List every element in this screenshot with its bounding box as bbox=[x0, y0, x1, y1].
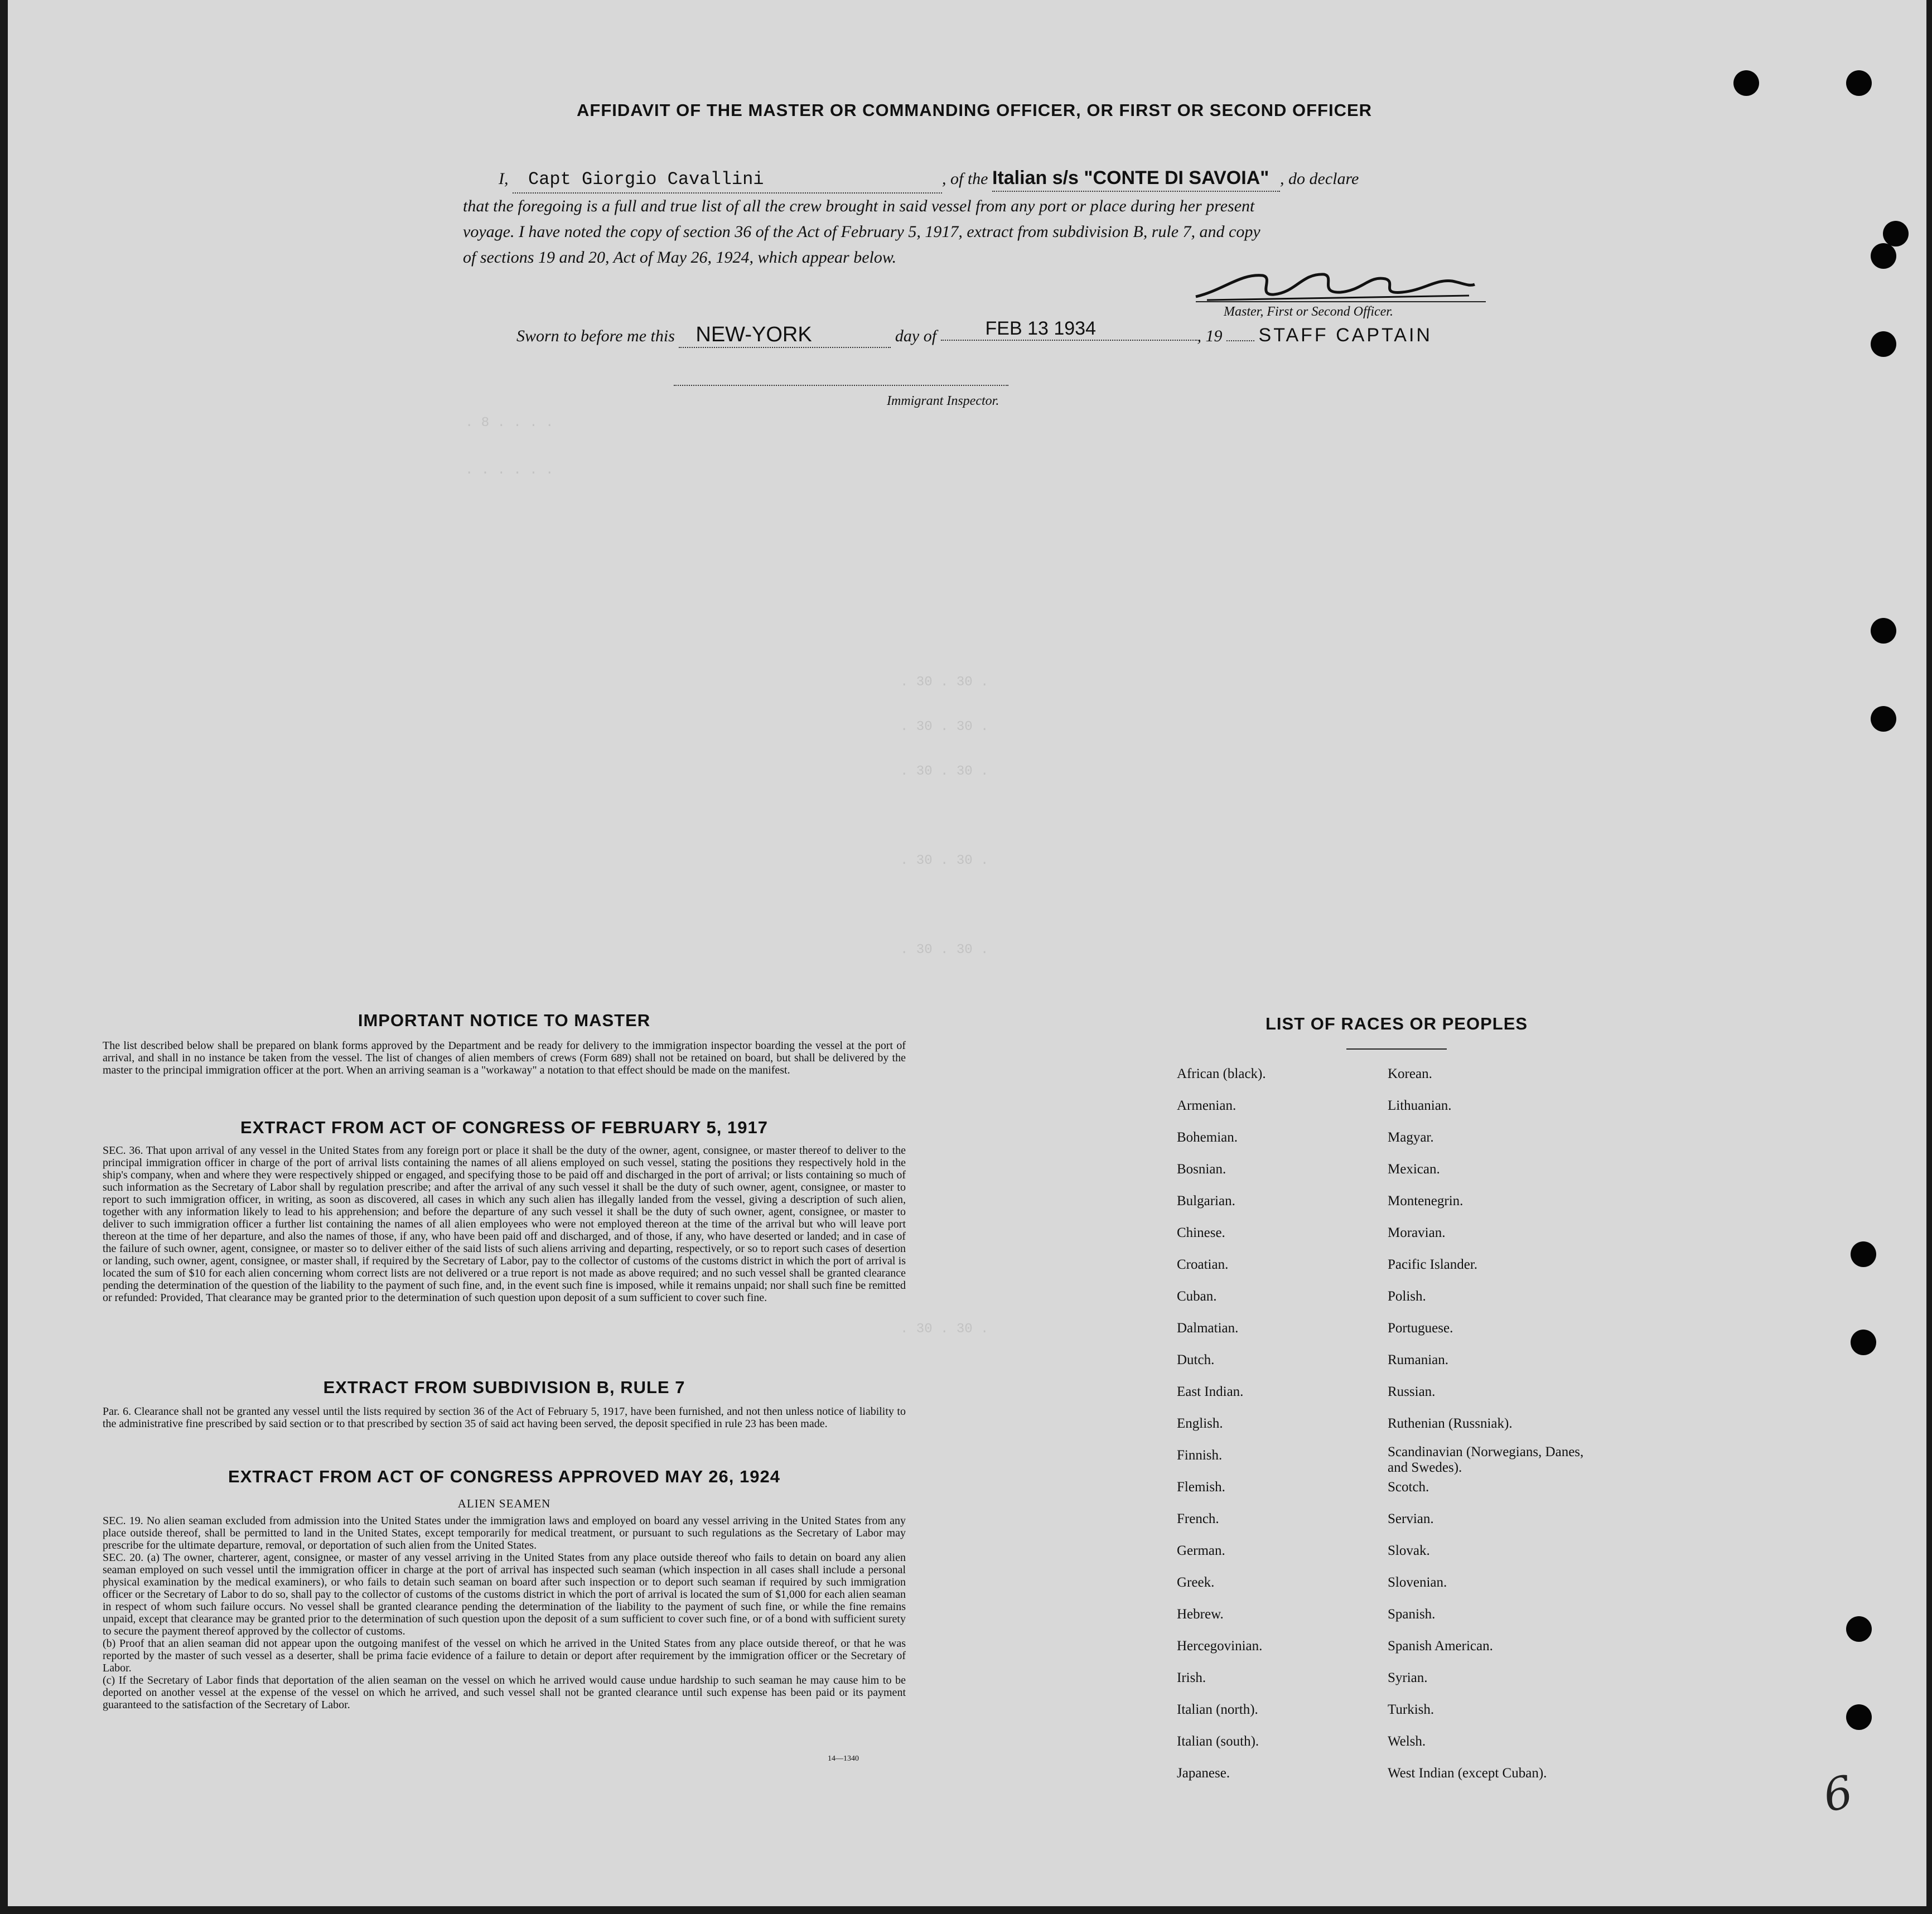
vessel-name-field bbox=[992, 165, 1280, 192]
extract-1924-subtitle: ALIEN SEAMEN bbox=[457, 1497, 551, 1510]
form-number: 14—1340 bbox=[828, 1754, 859, 1763]
punch-hole bbox=[1846, 1616, 1872, 1642]
officer-name: Capt Giorgio Cavallini bbox=[528, 169, 764, 190]
race-item: Japanese. bbox=[1177, 1766, 1230, 1781]
race-item: Pacific Islander. bbox=[1388, 1257, 1478, 1272]
race-item: Bulgarian. bbox=[1177, 1193, 1235, 1209]
sec-19-text: SEC. 19. No alien seaman excluded from admission into the United States under the immigration laws and employed on board any vessel arriving in the United States from any place outside thereof, shall be permitted to land in the United States, except temporarily for medical treatment, or pursuant to such regulations as the Secretary of Labor may prescribe for the ultimate departure, removal, or deportation of such alien from the United States. bbox=[103, 1515, 906, 1552]
extract-rule7-body: Par. 6. Clearance shall not be granted any vessel until the lists required by section 36 of the Act of February 5, 1917, have been furnished, and not then unless notice of liability to the administrative fine prescribed by said section or to that prescribed by section 35 of said act having been served, the deposit specified in rule 23 has been made. bbox=[103, 1405, 906, 1430]
race-item: Slovenian. bbox=[1388, 1575, 1447, 1590]
punch-hole bbox=[1883, 221, 1909, 246]
sworn-label: Sworn to before me this bbox=[516, 327, 675, 345]
punch-hole bbox=[1851, 1330, 1876, 1355]
punch-hole bbox=[1846, 70, 1872, 96]
signature-caption: Master, First or Second Officer. bbox=[1224, 304, 1393, 319]
day-of-label: day of bbox=[895, 327, 937, 345]
race-item: Scandinavian (Norwegians, Danes, and Swedes). bbox=[1388, 1444, 1584, 1475]
punch-hole bbox=[1846, 1704, 1872, 1730]
sworn-date-field bbox=[941, 318, 1197, 341]
race-item: Moravian. bbox=[1388, 1225, 1446, 1240]
race-item: Dalmatian. bbox=[1177, 1321, 1239, 1336]
race-item: Bohemian. bbox=[1177, 1130, 1238, 1145]
do-declare-label: , do declare bbox=[1280, 170, 1359, 188]
race-item: Syrian. bbox=[1388, 1670, 1428, 1685]
punch-hole bbox=[1871, 706, 1896, 732]
sec-20c-text: (c) If the Secretary of Labor finds that deportation of the alien seaman on the vessel on which he arrived would cause undue hardship to such seaman he may cause him to be deported on another vessel at the expense of the vessel on which he arrived, and such vessel shall not be granted clearance until such expense has been paid or its payment guaranteed to the satisfaction of the Secretary of Labor. bbox=[103, 1674, 906, 1711]
race-item: Magyar. bbox=[1388, 1130, 1434, 1145]
race-item: Flemish. bbox=[1177, 1480, 1225, 1495]
race-item: Portuguese. bbox=[1388, 1321, 1453, 1336]
sworn-place: NEW-YORK bbox=[695, 323, 812, 346]
sworn-place-field bbox=[679, 323, 891, 348]
race-item: Hebrew. bbox=[1177, 1607, 1224, 1622]
race-item: Italian (north). bbox=[1177, 1702, 1258, 1717]
sec-20b-text: (b) Proof that an alien seaman did not appear upon the outgoing manifest of the vessel on which he arrived in the United States from any place outside thereof, or that he was reported by the master of such vessel as a deserter, shall be prima facie evidence of a failure to detain or deport after requirement by the immigration officer or the Secretary of Labor. bbox=[103, 1637, 906, 1674]
sec-20a-text: SEC. 20. (a) The owner, charterer, agent, consignee, or master of any vessel arriving in the United States from any place outside thereof who fails to detain on board any alien seaman employed on such vessel until the immigration officer in charge at the port of arrival has inspected such seaman (which inspection in all cases shall include a personal physical examination by the medical examiners), or who fails to detain such seaman on board after such inspection or to deport such seaman if required by such immigration officer or the Secretary of Labor to do so, shall pay to the collector of customs of the customs district in which the port of arrival is located the sum of $1,000 for each alien seaman in respect of whom such failure occurs. No vessel shall be granted clearance pending the determination of the liability to the payment of such fine, or while the fine remains unpaid, except that clearance may be granted prior to the determination of such question upon the deposit of a sum sufficient to cover such fine, or of a bond with sufficient surety to secure the payment thereof approved by the collector of customs. bbox=[103, 1552, 906, 1637]
signature-line bbox=[1196, 301, 1486, 302]
vessel-name: Italian s/s "CONTE DI SAVOIA" bbox=[992, 167, 1269, 188]
declaration-line-2: voyage. I have noted the copy of section 36 of the Act of February 5, 1917, extract from subdivision B, rule 7, and copy bbox=[463, 223, 1260, 241]
race-item: Armenian. bbox=[1177, 1098, 1237, 1113]
race-item: Lithuanian. bbox=[1388, 1098, 1452, 1113]
race-item: Croatian. bbox=[1177, 1257, 1229, 1272]
officer-name-field bbox=[513, 167, 942, 194]
race-item: Finnish. bbox=[1177, 1448, 1223, 1463]
handwritten-page-number: 6 bbox=[1818, 1765, 1858, 1823]
races-title: LIST OF RACES OR PEOPLES bbox=[1265, 1014, 1528, 1033]
race-item: Montenegrin. bbox=[1388, 1193, 1464, 1209]
race-item: Rumanian. bbox=[1388, 1352, 1449, 1367]
punch-hole bbox=[1871, 618, 1896, 644]
of-the-label: , of the bbox=[942, 170, 988, 188]
race-item: Spanish. bbox=[1388, 1607, 1436, 1622]
race-item: English. bbox=[1177, 1416, 1223, 1431]
year-label: , 19 bbox=[1197, 327, 1223, 345]
race-item: West Indian (except Cuban). bbox=[1388, 1766, 1547, 1781]
affidavit-declaration bbox=[463, 165, 1523, 270]
race-item: Greek. bbox=[1177, 1575, 1215, 1590]
notice-body: The list described below shall be prepared on blank forms approved by the Department and be ready for delivery to the immigration inspector boarding the vessel at the port of arrival, and shall in no instance be taken from the vessel. The list of changes of alien members of crews (Form 689) shall not be retained on board, but shall be delivered by the master to the principal immigration officer at the port. When an arriving seaman is a "workaway" a notation to that effect should be made on the manifest. bbox=[103, 1040, 906, 1076]
inspector-caption: Immigrant Inspector. bbox=[887, 394, 999, 408]
sworn-date-stamp: FEB 13 1934 bbox=[985, 318, 1097, 339]
race-item: Spanish American. bbox=[1388, 1638, 1493, 1654]
i-label: I, bbox=[499, 170, 509, 188]
race-item: Polish. bbox=[1388, 1289, 1426, 1304]
races-title-rule bbox=[1346, 1048, 1447, 1050]
race-item: Ruthenian (Russniak). bbox=[1388, 1416, 1513, 1431]
race-item: Welsh. bbox=[1388, 1734, 1426, 1749]
race-item: East Indian. bbox=[1177, 1384, 1244, 1399]
notice-title: IMPORTANT NOTICE TO MASTER bbox=[358, 1011, 651, 1030]
race-item: Mexican. bbox=[1388, 1162, 1440, 1177]
extract-1924-body bbox=[103, 1515, 906, 1711]
race-item: German. bbox=[1177, 1543, 1225, 1558]
document-page: . 8 . . . . . . . . . . . 30 . 30 . . 30 . 30 . . 30 . 30 . . 30 . 30 . . 30 . 30 . . 30 . 30 . AFFIDAVIT OF THE MASTER OR COMMANDING OFFICER, OR FIRST OR SECOND OFFICER I, Capt Giorgio Cavallini , of the Italian s/s "CONTE DI SAVOIA" , do declare that the foregoing is a full and true list of all the crew brought in said vessel from any port or place during her present voyage. I have noted the copy of section 36 of the Act of February 5, 1917, extract from subdivision B, rule 7, and copy of sections 19 and 20, Act of May 26, 1924, which appear below. Master, First or Second Officer. Sworn to before me this NEW-YORK day of FEB 13 1934 , 19 STAFF CAPTAIN Immigrant Inspector. IMPORTANT NOTICE TO MASTER The list described below shall be prepared on blank forms approved by the Department and be ready for delivery to the immigration inspector boarding the vessel at the port of arrival, and shall in no instance be taken from the vessel. The list of changes of alien members of crews (Form 689) shall not be retained on board, but shall be delivered by the master to the principal immigration officer at the port. When an arriving seaman is a "workaway" a notation to that effect should be made on the manifest. EXTRACT FROM ACT OF CONGRESS OF FEBRUARY 5, 1917 SEC. 36. That upon arrival of any vessel in the United States from any foreign port or place it shall be the duty of the owner, agent, consignee, or master thereof to deliver to the principal immigration officer in charge of the port of arrival lists containing the names of all aliens employed on such vessel, stating the positions they respectively hold in the ship's company, when and where they were respectively shipped or engaged, and specifying those to be paid off and discharged in the port of arrival; or lists containing so much of such information as the Secretary of Labor shall by regulation prescribe; and after the arrival of any such vessel it shall be the duty of such owner, agent, consignee, or master to report to such immigration officer, in writing, as soon as discovered, all cases in which any such alien has illegally landed from the vessel, giving a description of such alien, together with any information likely to lead to his apprehension; and before the departure of any such vessel it shall be the duty of such owner, agent, consignee, or master to deliver to such immigration officer a further list containing the names of all alien employees who were not employed thereon at the time of the arrival but who will leave port thereon at the time of her departure, and also the names of those, if any, who have been paid off and discharged, and of those, if any, who have deserted or landed; and in case of the failure of such owner, agent, consignee, or master so to deliver either of the said lists of such aliens arriving and departing, respectively, or so to report such cases of desertion or landing, such owner, agent, consignee, or master shall, if required by the Secretary of Labor, pay to the collector of customs of the customs district in which the port of arrival is located the sum of $10 for each alien concerning whom correct lists are not delivered or a true report is not made as above required; and no such vessel shall be granted clearance pending the determination of the question of the liability to the payment of such fine, and, in the event such fine is imposed, while it remains unpaid; nor shall such fine be remitted or refunded: Provided, That clearance may be granted prior to the determination of such question upon deposit of a sum sufficient to cover such fine. EXTRACT FROM SUBDIVISION B, RULE 7 Par. 6. Clearance shall not be granted any vessel until the lists required by section 36 of the Act of February 5, 1917, have been furnished, and not then unless notice of liability to the administrative fine prescribed by said section or to that prescribed by section 35 of said act having been served, the deposit specified in rule 23 has been made. EXTRACT FROM ACT OF CONGRESS APPROVED MAY 26, 1924 ALIEN SEAMEN SEC. 19. No alien seaman excluded from admission into the United States under the immigration laws and employed on board any vessel arriving in the United States from any place outside thereof, shall be permitted to land in the United States, except temporarily for medical treatment, or pursuant to such regulations as the Secretary of Labor may prescribe for the ultimate departure, removal, or deportation of such alien from the United States. SEC. 20. (a) The owner, charterer, agent, consignee, or master of any vessel arriving in the United States from any place outside thereof who fails to detain on board any alien seaman employed on such vessel until the immigration officer in charge at the port of arrival has inspected such seaman (which inspection in all cases shall include a personal physical examination by the medical examiners), or who fails to detain such seaman on board after such inspection or to deport such seaman if required by such immigration officer or the Secretary of Labor to do so, shall pay to the collector of customs of the customs district in which the port of arrival is located the sum of $1,000 for each alien seaman in respect of whom such failure occurs. No vessel shall be granted clearance pending the determination of the liability to the payment of such fine, or while the fine remains unpaid, except that clearance may be granted prior to the determination of such question upon the deposit of a sum sufficient to cover such fine, or of a bond with sufficient surety to secure the payment thereof approved by the collector of customs. (b) Proof that an alien seaman did not appear upon the outgoing manifest of the vessel on which he arrived in the United States from any place outside thereof, or that he was reported by the master of such vessel as a deserter, shall be prima facie evidence of a failure to detain or deport after requirement by the immigration officer or the Secretary of Labor. (c) If the Secretary of Labor finds that deportation of the alien seaman on the vessel on which he arrived would cause undue hardship to such seaman he may cause him to be deported on another vessel at the expense of the vessel on which he arrived, and such vessel shall not be granted clearance until such expense has been paid or its payment guaranteed to the satisfaction of the Secretary of Labor. 14—1340 LIST OF RACES OR PEOPLES African (black). Armenian. Bohemian. Bosnian. Bulgarian. Chinese. Croatian. Cuban. Dalmatian. Dutch. East Indian. English. Finnish. Flemish. French. German. Greek. Hebrew. Hercegovinian. Irish. Italian (north). Italian (south). Japanese. Korean. Lithuanian. Magyar. Mexican. Montenegrin. Moravian. Pacific Islander. Polish. Portuguese. Rumanian. Russian. Ruthenian (Russniak). Scandinavian (Norwegians, Danes, and Swedes). Scotch. Servian. Slovak. Slovenian. Spanish. Spanish American. Syrian. Turkish. Welsh. West Indian (except Cuban). 6 bbox=[8, 0, 1926, 1906]
race-item: Servian. bbox=[1388, 1511, 1434, 1526]
race-item: Hercegovinian. bbox=[1177, 1638, 1263, 1654]
rank-stamp: STAFF CAPTAIN bbox=[1258, 325, 1432, 346]
punch-hole bbox=[1851, 1241, 1876, 1267]
sworn-line bbox=[516, 318, 1432, 348]
punch-hole bbox=[1871, 331, 1896, 357]
race-item: Italian (south). bbox=[1177, 1734, 1259, 1749]
race-item: Bosnian. bbox=[1177, 1162, 1226, 1177]
year-field bbox=[1226, 340, 1254, 341]
extract-1917-body: SEC. 36. That upon arrival of any vessel in the United States from any foreign port or place it shall be the duty of the owner, agent, consignee, or master thereof to deliver to the principal immigration officer in charge of the port of arrival lists containing the names of all aliens employed on such vessel, stating the positions they respectively hold in the ship's company, when and where they were respectively shipped or engaged, and specifying those to be paid off and discharged in the port of arrival; or lists containing so much of such information as the Secretary of Labor shall by regulation prescribe; and after the arrival of any such vessel it shall be the duty of such owner, agent, consignee, or master to report to such immigration officer, in writing, as soon as discovered, all cases in which any such alien has illegally landed from the vessel, giving a description of such alien, together with any information likely to lead to his apprehension; and before the departure of any such vessel it shall be the duty of such owner, agent, consignee, or master to deliver to such immigration officer a further list containing the names of all alien employees who were not employed thereon at the time of the arrival but who will leave port thereon at the time of her departure, and also the names of those, if any, who have been paid off and discharged, and of those, if any, who have deserted or landed; and in case of the failure of such owner, agent, consignee, or master so to deliver either of the said lists of such aliens arriving and departing, respectively, or so to report such cases of desertion or landing, such owner, agent, consignee, or master shall, if required by the Secretary of Labor, pay to the collector of customs of the customs district in which the port of arrival is located the sum of $10 for each alien concerning whom correct lists are not delivered or a true report is not made as above required; and no such vessel shall be granted clearance pending the determination of the question of the liability to the payment of such fine, and, in the event such fine is imposed, while it remains unpaid; nor shall such fine be remitted or refunded: Provided, That clearance may be granted prior to the determination of such question upon deposit of a sum sufficient to cover such fine. bbox=[103, 1144, 906, 1304]
race-item: Slovak. bbox=[1388, 1543, 1430, 1558]
extract-1924-title: EXTRACT FROM ACT OF CONGRESS APPROVED MAY 26, 1924 bbox=[228, 1467, 780, 1486]
inspector-signature-line bbox=[674, 385, 1008, 386]
race-item: Irish. bbox=[1177, 1670, 1206, 1685]
race-item: Cuban. bbox=[1177, 1289, 1217, 1304]
race-item: Korean. bbox=[1388, 1066, 1432, 1081]
race-item: African (black). bbox=[1177, 1066, 1266, 1081]
race-item: Dutch. bbox=[1177, 1352, 1215, 1367]
punch-hole bbox=[1733, 70, 1759, 96]
race-item: Russian. bbox=[1388, 1384, 1436, 1399]
race-item: Chinese. bbox=[1177, 1225, 1225, 1240]
punch-hole bbox=[1871, 243, 1896, 269]
extract-1917-title: EXTRACT FROM ACT OF CONGRESS OF FEBRUARY 5, 1917 bbox=[240, 1118, 768, 1137]
declaration-line-3: of sections 19 and 20, Act of May 26, 1924, which appear below. bbox=[463, 248, 897, 267]
extract-rule7-title: EXTRACT FROM SUBDIVISION B, RULE 7 bbox=[323, 1378, 685, 1397]
race-item: Turkish. bbox=[1388, 1702, 1434, 1717]
race-item: Scotch. bbox=[1388, 1480, 1429, 1495]
race-item: French. bbox=[1177, 1511, 1219, 1526]
affidavit-title: AFFIDAVIT OF THE MASTER OR COMMANDING OFFICER, OR FIRST OR SECOND OFFICER bbox=[577, 100, 1373, 120]
declaration-line-1: that the foregoing is a full and true list of all the crew brought in said vessel from any port or place during her present bbox=[463, 197, 1255, 215]
